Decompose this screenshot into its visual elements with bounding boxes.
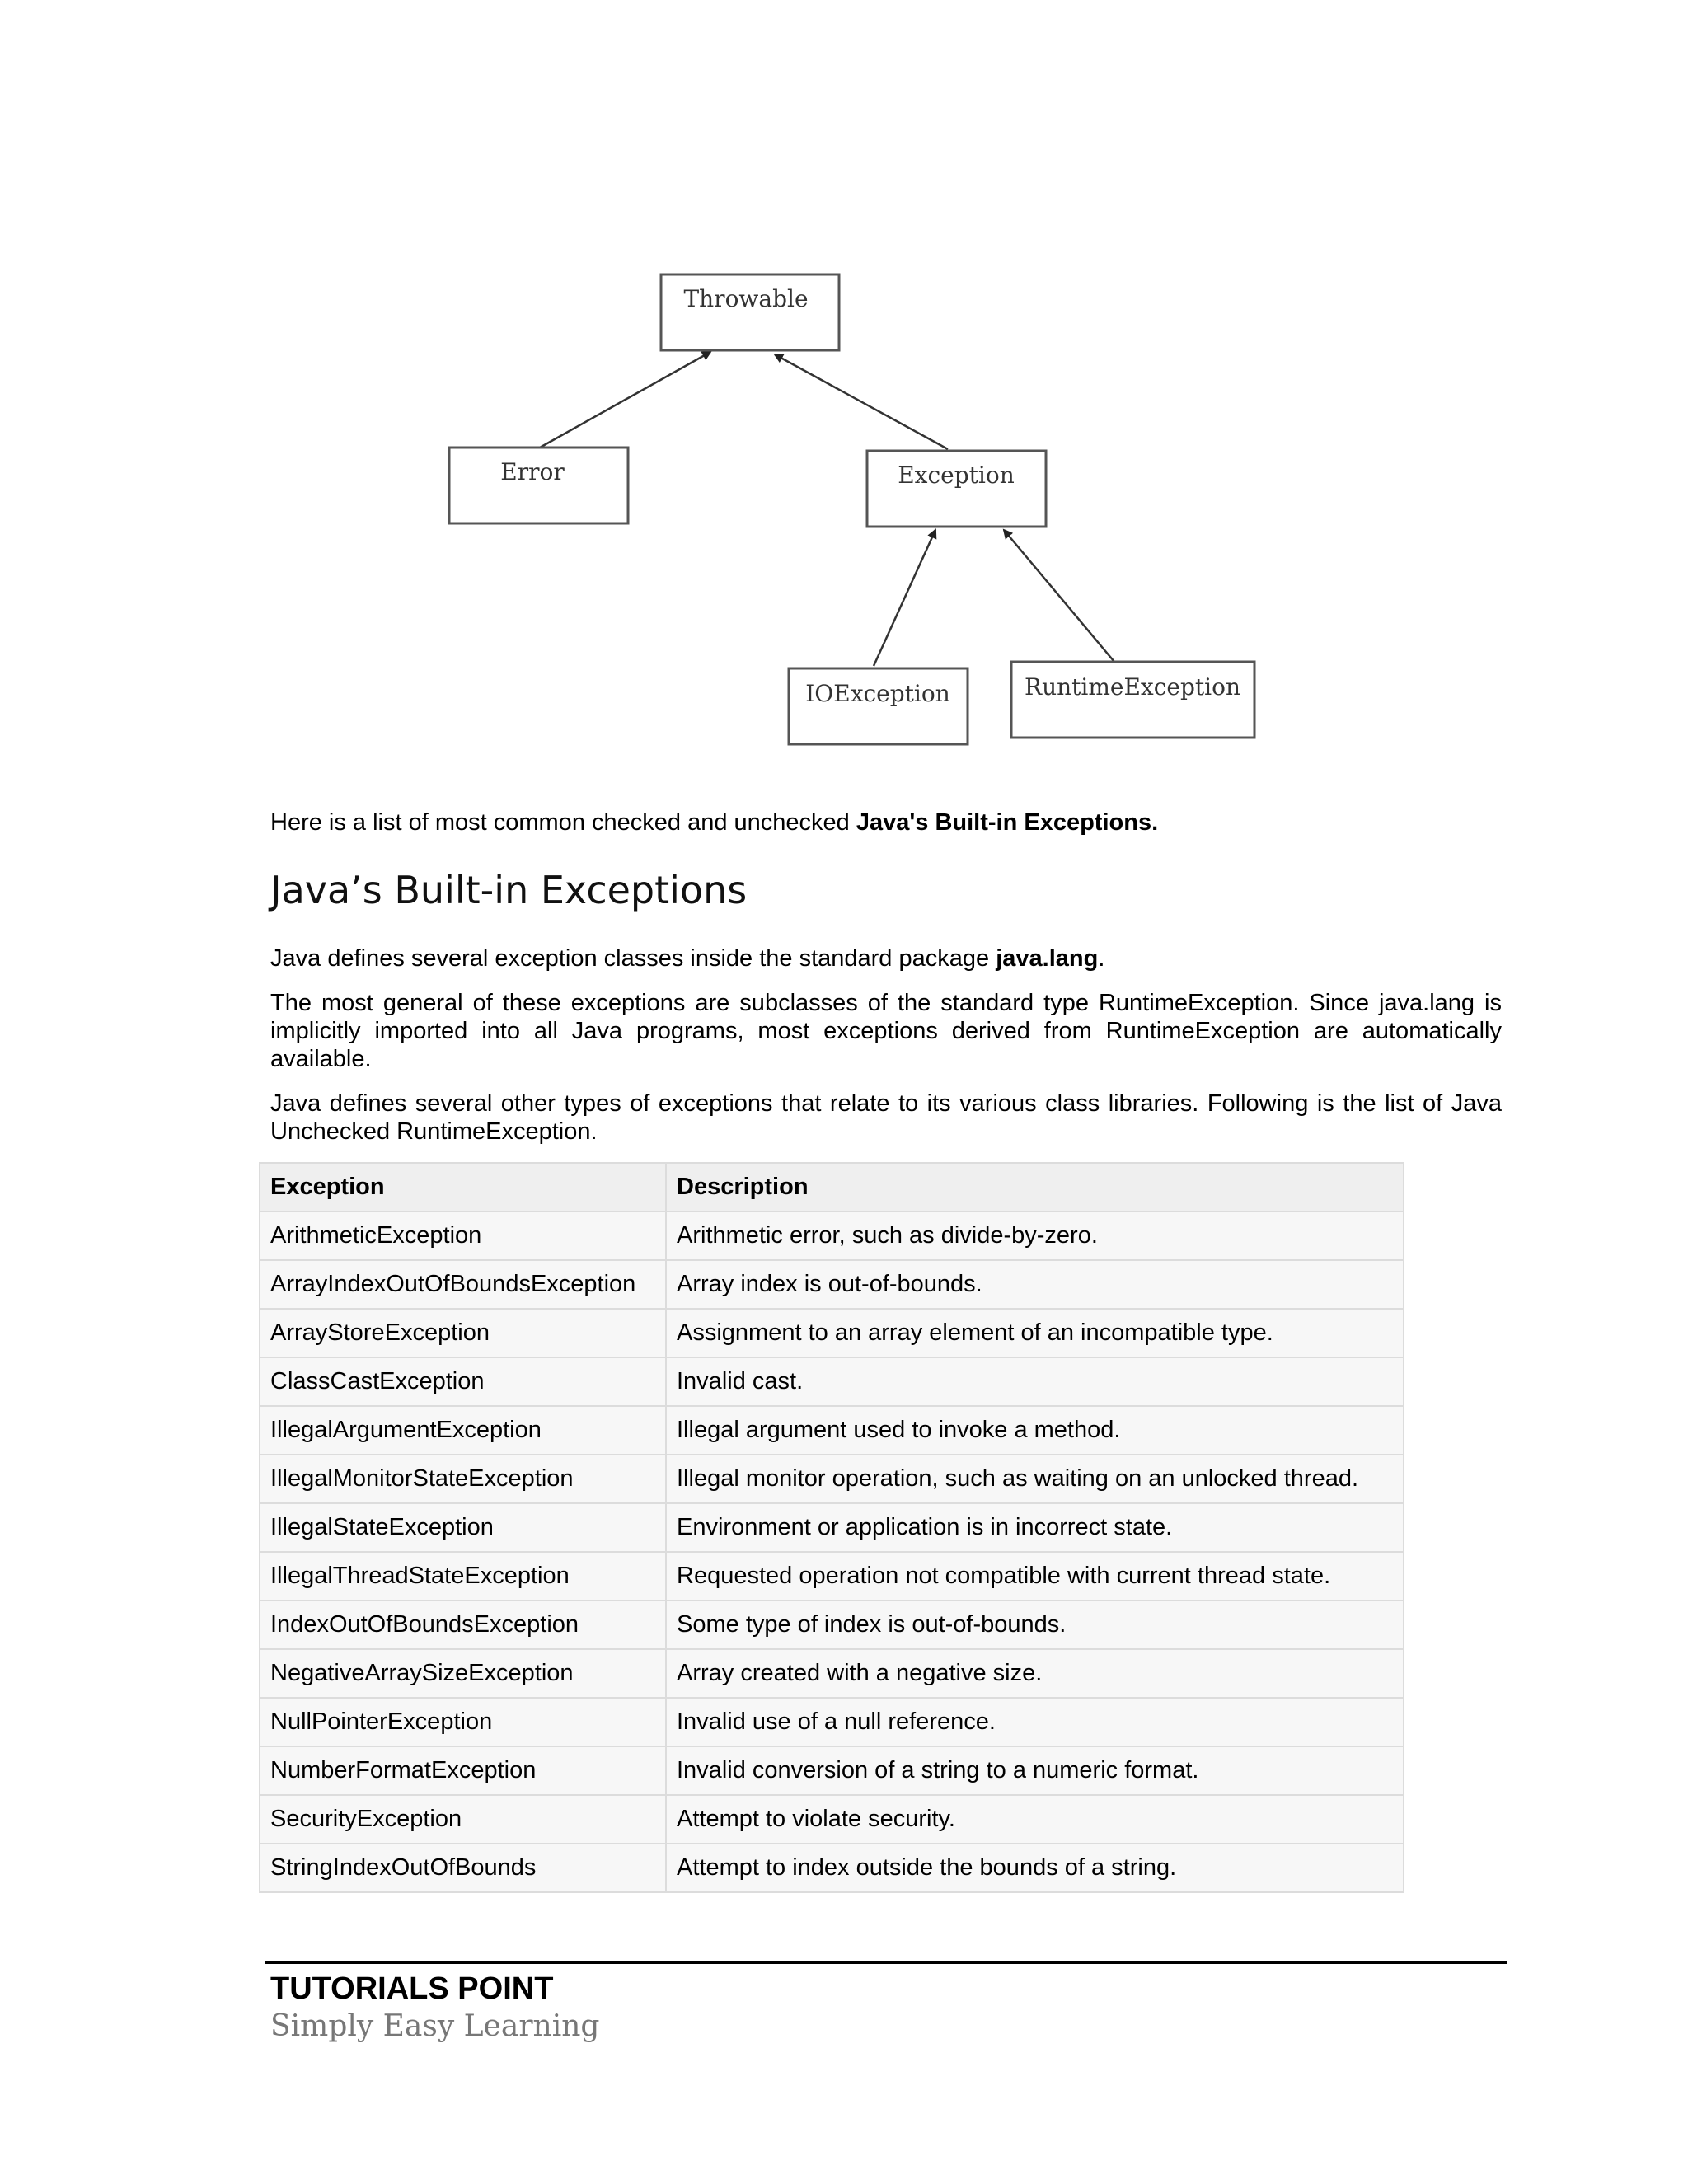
paragraph-class-libraries: Java defines several other types of exceptions that relate to its various class libraries. Following is the list of Java Unchecked RuntimeException.	[270, 1090, 1502, 1145]
exceptions-table	[259, 1162, 1404, 1893]
table-row	[260, 1309, 1404, 1357]
exception-description-cell: Some type of index is out-of-bounds.	[666, 1601, 1404, 1649]
exception-name-cell: ClassCastException	[260, 1357, 666, 1406]
table-row	[260, 1503, 1404, 1552]
table-row	[260, 1601, 1404, 1649]
paragraph-runtime-exception: The most general of these exceptions are subclasses of the standard type RuntimeException. Since java.lang is implicitly imported into all Java programs, most exceptions derived from RuntimeException are automatically available.	[270, 990, 1502, 1072]
exception-description-cell: Requested operation not compatible with current thread state.	[666, 1552, 1404, 1601]
edge-exception-to-throwable	[775, 354, 948, 449]
exception-name-cell: IllegalMonitorStateException	[260, 1455, 666, 1503]
exception-name-cell: IndexOutOfBoundsException	[260, 1601, 666, 1649]
node-throwable	[661, 274, 839, 350]
table-row	[260, 1357, 1404, 1406]
node-exception	[867, 451, 1046, 527]
exception-name-cell: NullPointerException	[260, 1698, 666, 1746]
table-row	[260, 1795, 1404, 1844]
exception-description-cell: Attempt to violate security.	[666, 1795, 1404, 1844]
table-header-description: Description	[666, 1163, 1404, 1212]
node-throwable-label: Throwable	[683, 285, 809, 312]
exception-description-cell: Invalid conversion of a string to a numeric format.	[666, 1746, 1404, 1795]
exception-description-cell: Illegal argument used to invoke a method.	[666, 1406, 1404, 1455]
edge-ioexception-to-exception	[874, 530, 935, 666]
table-header-row	[260, 1163, 1404, 1212]
table-header-exception: Exception	[260, 1163, 666, 1212]
exception-name-cell: StringIndexOutOfBounds	[260, 1844, 666, 1892]
exception-name-cell: ArrayIndexOutOfBoundsException	[260, 1260, 666, 1309]
node-runtimeexception-label: RuntimeException	[1025, 673, 1240, 701]
exception-name-cell: SecurityException	[260, 1795, 666, 1844]
exception-name-cell: IllegalThreadStateException	[260, 1552, 666, 1601]
table-row	[260, 1212, 1404, 1260]
edge-runtimeexception-to-exception	[1004, 530, 1114, 662]
node-ioexception-label: IOException	[805, 680, 950, 707]
node-ioexception	[789, 668, 968, 744]
exception-name-cell: NumberFormatException	[260, 1746, 666, 1795]
table-row	[260, 1844, 1404, 1892]
exception-description-cell: Array index is out-of-bounds.	[666, 1260, 1404, 1309]
table-row	[260, 1260, 1404, 1309]
table-row	[260, 1698, 1404, 1746]
table-row	[260, 1406, 1404, 1455]
exception-description-cell: Environment or application is in incorrect state.	[666, 1503, 1404, 1552]
intro-bold-text: Java's Built-in Exceptions.	[856, 809, 1159, 836]
paragraph-java-lang	[270, 944, 1502, 972]
exception-name-cell: ArrayStoreException	[260, 1309, 666, 1357]
exception-description-cell: Arithmetic error, such as divide-by-zero.	[666, 1212, 1404, 1260]
exception-name-cell: IllegalStateException	[260, 1503, 666, 1552]
exception-name-cell: ArithmeticException	[260, 1212, 666, 1260]
intro-line	[270, 808, 1507, 837]
exception-description-cell: Invalid use of a null reference.	[666, 1698, 1404, 1746]
paragraph-java-lang-end: .	[1098, 945, 1105, 972]
paragraph-java-lang-bold: java.lang	[996, 945, 1099, 972]
section-heading: Java’s Built-in Exceptions	[270, 868, 748, 912]
footer-brand: TUTORIALS POINT	[270, 1971, 554, 2006]
exception-description-cell: Illegal monitor operation, such as waiting on an unlocked thread.	[666, 1455, 1404, 1503]
exception-name-cell: NegativeArraySizeException	[260, 1649, 666, 1698]
node-error-label: Error	[500, 458, 565, 485]
table-row	[260, 1649, 1404, 1698]
exception-description-cell: Array created with a negative size.	[666, 1649, 1404, 1698]
exception-name-cell: IllegalArgumentException	[260, 1406, 666, 1455]
exception-hierarchy-diagram	[0, 0, 1688, 791]
node-error	[449, 448, 628, 523]
paragraph-java-lang-text: Java defines several exception classes inside the standard package	[270, 945, 996, 972]
hierarchy-svg	[0, 0, 1688, 791]
table-row	[260, 1455, 1404, 1503]
exception-description-cell: Attempt to index outside the bounds of a string.	[666, 1844, 1404, 1892]
edge-error-to-throwable	[540, 352, 710, 448]
exception-description-cell: Assignment to an array element of an incompatible type.	[666, 1309, 1404, 1357]
intro-text: Here is a list of most common checked and unchecked	[270, 809, 856, 836]
table-row	[260, 1746, 1404, 1795]
node-runtimeexception	[1011, 662, 1254, 738]
table-row	[260, 1552, 1404, 1601]
footer-divider	[265, 1961, 1507, 1964]
exception-description-cell: Invalid cast.	[666, 1357, 1404, 1406]
node-exception-label: Exception	[898, 462, 1015, 489]
footer-tagline: Simply Easy Learning	[270, 2009, 600, 2043]
